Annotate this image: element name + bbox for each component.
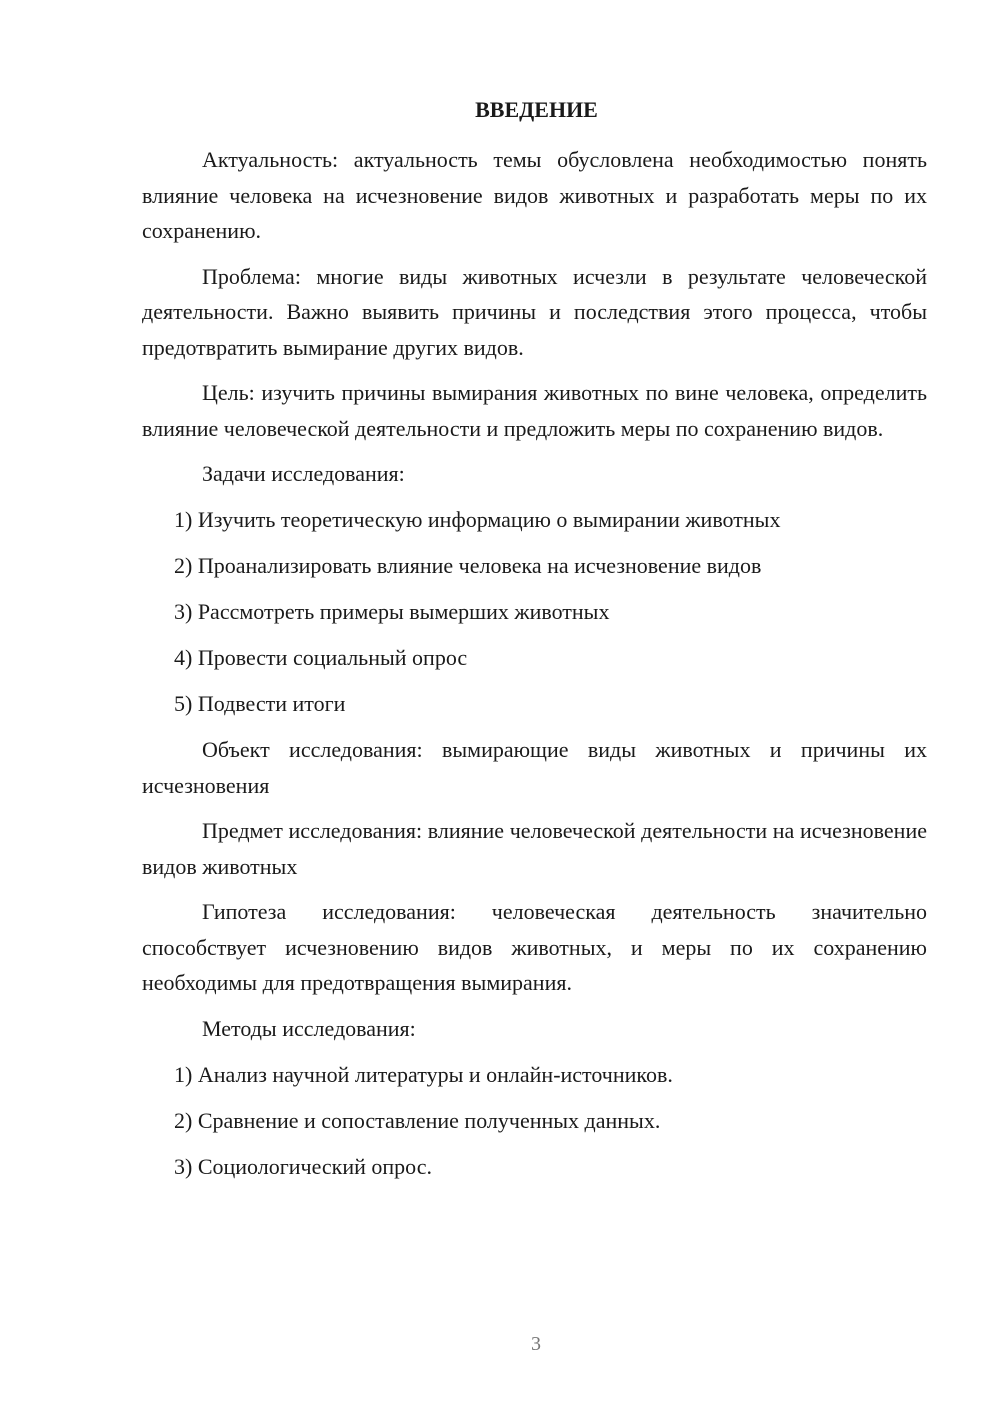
list-item: 1) Анализ научной литературы и онлайн-источников. — [174, 1061, 673, 1087]
page-content — [142, 95, 927, 1195]
problem-paragraph: Проблема: многие виды животных исчезли в результате человеческой деятельности. Важно выявить причины и последствия этого процесса, чтобы предотвратить вымирание других видов. — [142, 263, 927, 360]
relevance-paragraph: Актуальность: актуальность темы обусловлена необходимостью понять влияние человека на исчезновение видов животных и разработать меры по их сохранению. — [142, 147, 927, 243]
methods-list — [142, 1057, 927, 1185]
goal-paragraph: Цель: изучить причины вымирания животных по вине человека, определить влияние человеческой деятельности и предложить меры по сохранению видов. — [142, 380, 927, 441]
page-number: 3 — [531, 1333, 541, 1355]
list-item: 3) Рассмотреть примеры вымерших животных — [174, 599, 610, 624]
list-item: 4) Провести социальный опрос — [174, 645, 468, 670]
tasks-list — [142, 502, 927, 722]
hypothesis-paragraph: Гипотеза исследования: человеческая деятельность значительно способствует исчезновению видов животных, и меры по их сохранению необходимы для предотвращения вымирания. — [142, 899, 927, 995]
section-heading: ВВЕДЕНИЕ — [475, 97, 598, 122]
subject-paragraph: Предмет исследования: влияние человеческой деятельности на исчезновение видов животных — [142, 818, 927, 879]
list-item: 2) Проанализировать влияние человека на исчезновение видов — [174, 553, 762, 578]
list-item: 2) Сравнение и сопоставление полученных данных. — [174, 1107, 661, 1133]
list-item: 5) Подвести итоги — [174, 691, 346, 716]
list-item: 3) Социологический опрос. — [174, 1153, 432, 1179]
methods-label: Методы исследования: — [202, 1015, 416, 1041]
object-paragraph: Объект исследования: вымирающие виды животных и причины их исчезновения — [142, 737, 927, 798]
tasks-label: Задачи исследования: — [202, 461, 405, 486]
list-item: 1) Изучить теоретическую информацию о вымирании животных — [174, 507, 781, 532]
